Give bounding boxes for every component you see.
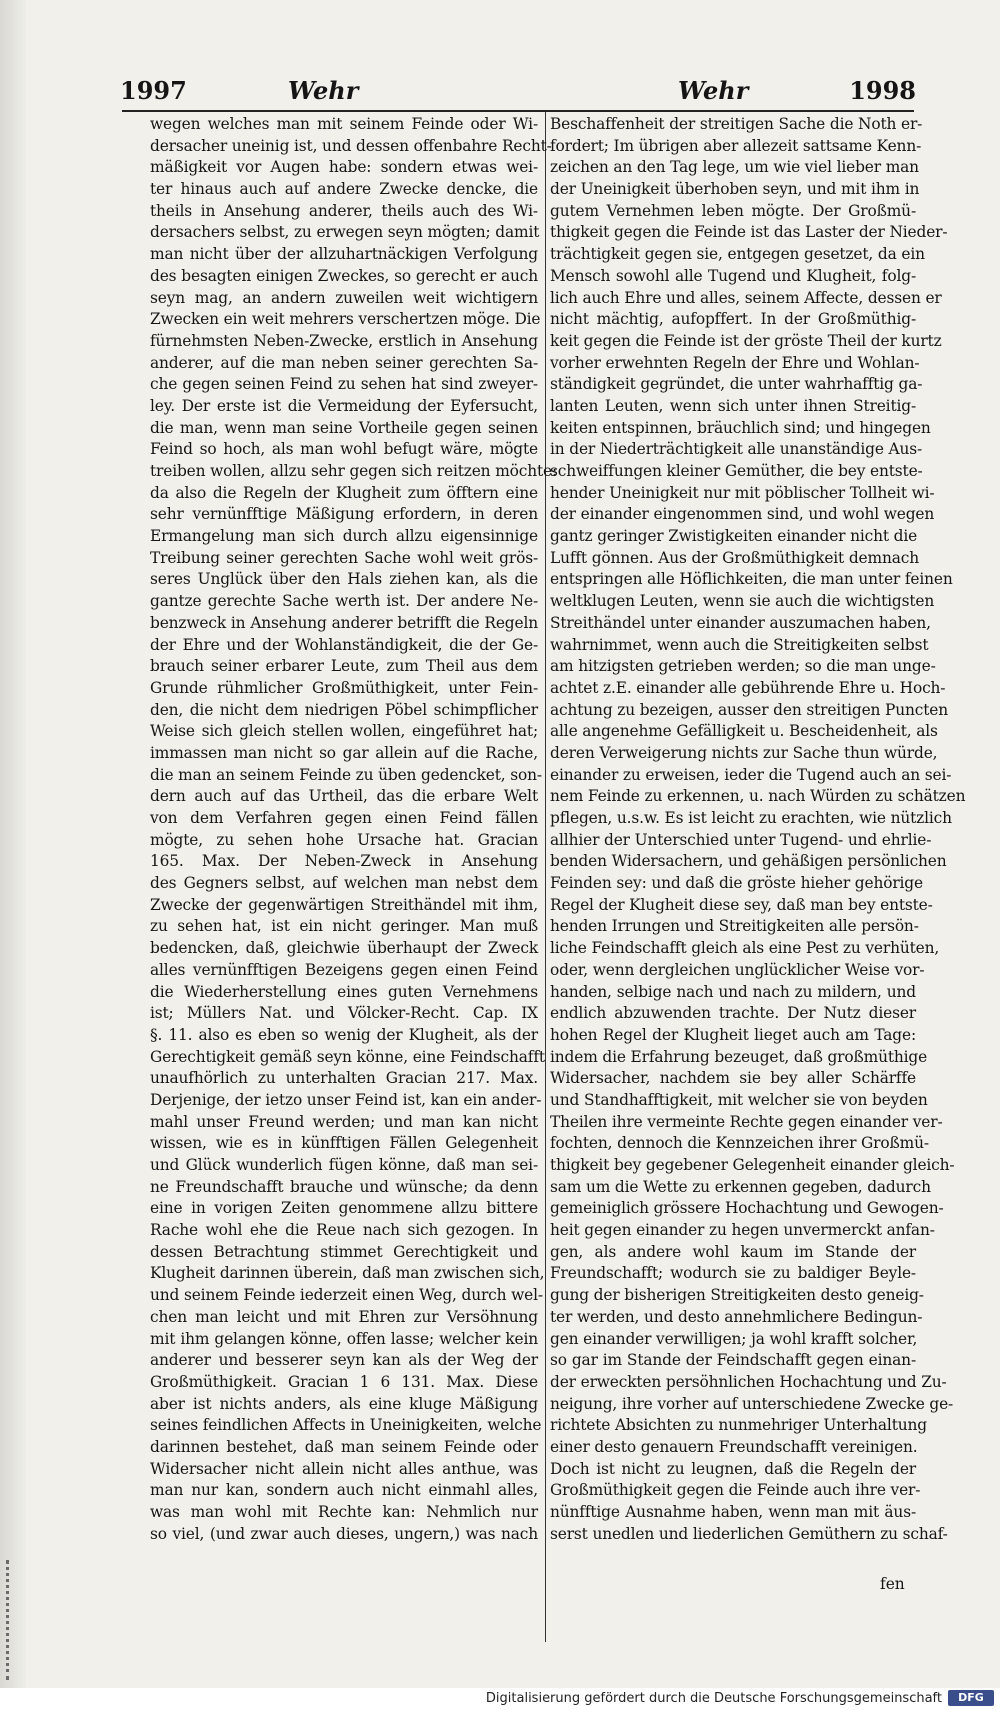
text-line: deren Verweigerung nichts zur Sache thun würde, (550, 743, 938, 762)
text-line: Klugheit darinnen überein, daß man zwischen sich, (150, 1264, 545, 1283)
text-line: was man wohl mit Rechte kan: Nehmlich nur (150, 1503, 538, 1521)
text-line: handen, selbige nach und nach zu mildern, und (550, 982, 916, 1001)
text-line: Rache wohl ehe die Reue nach sich gezogen. In (150, 1221, 538, 1240)
text-line: weltklugen Leuten, wenn sie auch die wichtigsten (550, 592, 935, 611)
text-line: Streithändel unter einander auszumachen haben, (550, 613, 931, 632)
text-line: trächtigkeit gegen sie, entgegen gesetzet, da ein (550, 245, 925, 264)
header-rule (122, 110, 914, 112)
text-line: Theilen ihre vermeinte Rechte gegen einander ver- (550, 1112, 943, 1131)
text-line: sam um die Wette zu erkennen gegeben, dadurch (550, 1177, 931, 1196)
text-line: der einander eingenommen sind, und wohl wegen (550, 505, 935, 524)
text-line: alle angenehme Gefälligkeit u. Bescheidenheit, als (550, 722, 938, 741)
text-line: Großmüthigkeit. Gracian 1 6 131. Max. Diese (150, 1372, 538, 1391)
text-line: fürnehmsten Neben-Zwecke, erstlich in Ansehung (150, 331, 538, 350)
text-line: ständigkeit gegründet, die unter wahrhafftig ga- (550, 375, 923, 394)
text-line: Doch ist nicht zu leugnen, daß die Regeln der (550, 1459, 916, 1478)
text-line: richtete Absichten zu nunmehriger Unterhaltung (550, 1416, 927, 1435)
text-line: die Wiederherstellung eines guten Vernehmens (150, 982, 538, 1001)
text-line: dessen Betrachtung stimmet Gerechtigkeit und (150, 1242, 538, 1261)
text-line: ley. Der erste ist die Vermeidung der Eyfersucht, (150, 396, 538, 415)
text-line: einer desto genauern Freundschafft vereinigen. (550, 1437, 918, 1456)
text-line: seyn mag, an andern zuweilen weit wichtigern (150, 288, 538, 307)
text-line: indem die Erfahrung bezeuget, daß großmüthige (550, 1047, 928, 1066)
text-line: darinnen bestehet, daß man seinem Feinde oder (150, 1437, 538, 1456)
text-line: lich auch Ehre und alles, seinem Affecte, dessen er (550, 288, 942, 307)
text-line: Regel der Klugheit diese sey, daß man bey entste- (550, 895, 933, 914)
text-line: Ermangelung man sich durch allzu eigensinnige (150, 527, 538, 546)
text-line: so viel, (und zwar auch dieses, ungern,) was nach (150, 1524, 538, 1543)
footer-credit: Digitalisierung gefördert durch die Deutsche Forschungsgemeinschaft (485, 1691, 942, 1706)
text-line: oder, wenn dergleichen unglücklicher Weise vor- (550, 960, 925, 979)
text-line: keiten entspinnen, bräuchlich sind; und hingegen (550, 418, 931, 437)
text-line: entspringen alle Höflichkeiten, die man unter feinen (550, 570, 953, 589)
text-line: achtung zu bezeigen, ausser den streitigen Puncten (550, 700, 948, 719)
column-divider (545, 112, 546, 1642)
text-line: Zwecke der gegenwärtigen Streithändel mit ihm, (150, 895, 538, 914)
text-line: mäßigkeit vor Augen habe: sondern etwas wei- (150, 158, 538, 177)
text-line: Widersacher nicht allein nicht alles anthue, was (150, 1459, 538, 1478)
text-line: die man an seinem Feinde zu üben gedencket, son- (150, 765, 542, 784)
text-line: Grunde rühmlicher Großmüthigkeit, unter Fein- (150, 678, 538, 697)
text-line: Widersacher, nachdem sie bey aller Schärffe (550, 1069, 916, 1088)
text-line: zu sehen hat, ist ein nicht geringer. Man muß (150, 917, 538, 936)
text-line: liche Feindschafft gleich als eine Pest zu verhüten, (550, 939, 940, 958)
text-line: gantz geringer Zwistigkeiten einander nicht die (550, 527, 918, 546)
text-line: fochten, dennoch die Kennzeichen ihrer Großmü- (550, 1134, 929, 1153)
text-line: aber ist nichts anders, als eine kluge Mäßigung (150, 1394, 538, 1413)
text-line: keit gegen die Feinde ist der gröste Theil der kurtz (550, 331, 942, 350)
text-line: thigkeit gegen die Feinde ist das Laster der Nieder- (550, 223, 948, 242)
text-line: Beschaffenheit der streitigen Sache die Noth er- (550, 115, 923, 133)
page-header (120, 76, 916, 110)
text-line: Gerechtigkeit gemäß seyn könne, eine Feindschafft (150, 1047, 545, 1066)
text-line: gemeiniglich grössere Hochachtung und Gewogen- (550, 1199, 944, 1218)
text-line: hohen Regel der Klugheit lieget auch am Tage: (550, 1025, 916, 1044)
text-line: gen, als andere wohl kaum im Stande der (550, 1242, 916, 1261)
catchword: fen (880, 1575, 905, 1593)
text-line: da also die Regeln der Klugheit zum öfftern eine (150, 483, 538, 502)
text-line: §. 11. also es eben so wenig der Klugheit, als der (150, 1025, 538, 1044)
text-line: lanten Leuten, wenn sich unter ihnen Streitig- (550, 396, 916, 415)
text-line: immassen man nicht so gar allein auf die Rache, (150, 743, 538, 762)
text-line: ist; Müllers Nat. und Völcker-Recht. Cap. IX (150, 1004, 538, 1023)
text-line: gen einander verwilligen; ja wohl krafft solcher, (550, 1329, 918, 1348)
text-line: dersacher uneinig ist, und dessen offenbahre Recht- (150, 136, 552, 155)
dfg-logo: DFG (948, 1690, 994, 1706)
text-line: pflegen, u.s.w. Es ist leicht zu erachten, wie nützlich (550, 809, 952, 827)
text-line: wissen, wie es in künfftigen Fällen Gelegenheit (150, 1134, 538, 1153)
right-column (550, 114, 966, 1545)
text-line: Großmüthigkeit gegen die Feinde auch ihre ver- (550, 1481, 921, 1500)
text-line: treiben wollen, allzu sehr gegen sich reitzen möchte: (150, 462, 558, 480)
text-line: henden Irrungen und Streitigkeiten alle persön- (550, 917, 919, 936)
text-line: Zwecken ein weit mehrers verschertzen möge. Die (150, 310, 541, 329)
text-line: unaufhörlich zu unterhalten Gracian 217. Max. (150, 1069, 538, 1088)
text-line: so gar im Stande der Feindschafft gegen einan- (550, 1351, 916, 1370)
text-line: endlich abzuwenden trachte. Der Nutz dieser (550, 1004, 916, 1023)
gutter-marks (6, 1560, 23, 1680)
text-line: des Gegners selbst, auf welchen man nebst dem (150, 874, 538, 893)
left-column (150, 114, 558, 1545)
page-number-right: 1998 (849, 76, 916, 105)
text-line: des besagten einigen Zweckes, so gerecht er auch (150, 266, 538, 285)
text-line: dern auch auf das Urtheil, das die erbare Welt (150, 787, 538, 806)
text-line: schweiffungen kleiner Gemüther, die bey entste- (550, 462, 923, 480)
text-line: Weise sich gleich stellen wollen, eingeführet hat; (150, 722, 538, 741)
text-line: seres Unglück über den Hals ziehen kan, als die (150, 570, 538, 589)
text-line: der Ehre und der Wohlanständigkeit, die der Ge- (150, 635, 538, 654)
text-line: und Standhafftigkeit, mit welcher sie von beyden (550, 1090, 928, 1109)
text-line: allhier der Unterschied unter Tugend- und ehrlie- (550, 830, 932, 849)
text-line: in der Niederträchtigkeit alle unanständige Aus- (550, 440, 923, 459)
text-line: che gegen seinen Feind zu sehen hat sind zweyer- (150, 375, 538, 394)
text-line: man nur kan, sondern auch nicht einmahl alles, (150, 1481, 538, 1500)
text-line: anderer, auf die man neben seiner gerechten Sa- (150, 353, 538, 372)
text-line: und seinem Feinde iederzeit einen Weg, durch wel- (150, 1286, 543, 1305)
text-line: Lufft gönnen. Aus der Großmüthigkeit demnach (550, 548, 919, 567)
text-line: der Uneinigkeit überhoben seyn, und mit ihm in (550, 180, 920, 199)
text-line: mit ihm gelangen könne, offen lasse; welcher kein (150, 1329, 538, 1348)
text-line: wegen welches man mit seinem Feinde oder Wi- (150, 115, 538, 133)
page-number-left: 1997 (120, 76, 187, 105)
text-line: gantze gerechte Sache werth ist. Der andere Ne- (150, 592, 538, 611)
text-line: dersachers selbst, zu erwegen seyn mögten; damit (150, 223, 540, 242)
text-line: gung der bisherigen Streitigkeiten desto geneig- (550, 1286, 924, 1305)
text-line: wahrnimmet, wenn auch die Streitigkeiten selbst (550, 635, 929, 654)
text-line: nem Feinde zu erkennen, u. nach Würden zu schätzen (550, 787, 966, 806)
text-line: am hitzigsten getrieben werden; so die man unge- (550, 657, 936, 676)
text-line: nünfftige Ausnahme haben, wenn man mit äus- (550, 1503, 916, 1521)
text-line: heit gegen einander zu hegen unvermerckt anfan- (550, 1221, 935, 1240)
text-line: Freundschafft; wodurch sie zu baldiger Beyle- (550, 1264, 916, 1283)
text-line: den, die nicht dem niedrigen Pöbel schimpflicher (150, 700, 538, 719)
text-line: ne Freundschafft brauche und wünsche; da denn (150, 1177, 538, 1196)
text-line: serst unedlen und liederlichen Gemüthern zu schaf- (550, 1524, 948, 1543)
text-line: Derjenige, der ietzo unser Feind ist, kan ein ander- (150, 1090, 542, 1109)
text-line: vorher erwehnten Regeln der Ehre und Wohlan- (550, 353, 920, 372)
text-line: ter hinaus auch auf andere Zwecke dencke, die (150, 180, 538, 199)
text-line: theils in Ansehung anderer, theils auch des Wi- (150, 201, 538, 220)
text-line: und Glück wunderlich fügen könne, daß man sei- (150, 1156, 538, 1174)
text-line: mahl unser Freund werden; und man kan nicht (150, 1112, 538, 1131)
text-line: zeichen an den Tag lege, um wie viel lieber man (550, 158, 919, 177)
running-head-right: Wehr (678, 76, 749, 105)
text-line: sehr vernünfftige Mäßigung erfordern, in deren (150, 505, 538, 524)
text-line: 165. Max. Der Neben-Zweck in Ansehung (150, 852, 538, 871)
text-line: fordert; Im übrigen aber allezeit sattsame Kenn- (550, 136, 922, 155)
text-line: bedencken, daß, gleichwie überhaupt der Zweck (150, 939, 538, 958)
text-line: einander zu erweisen, ieder die Tugend auch an sei- (550, 765, 952, 784)
text-line: Feind so hoch, als man wohl befugt wäre, mögte (150, 440, 538, 459)
footer-bar (0, 1688, 1000, 1710)
text-line: neigung, ihre vorher auf unterschiedene Zwecke ge- (550, 1394, 954, 1413)
text-line: mögte, zu sehen hohe Ursache hat. Gracian (150, 830, 538, 849)
text-line: benzweck in Ansehung anderer betrifft die Regeln (150, 613, 538, 632)
text-line: eine in vorigen Zeiten genommene allzu bittere (150, 1199, 538, 1218)
text-line: nicht mächtig, aufopffert. In der Großmüthig- (550, 310, 916, 329)
text-line: der erweckten persöhnlichen Hochachtung und Zu- (550, 1372, 947, 1391)
text-line: Feinden sey: und daß die gröste hieher gehörige (550, 874, 923, 893)
text-line: anderer und besserer seyn kan als der Weg der (150, 1351, 538, 1370)
text-line: alles vernünfftigen Bezeigens gegen einen Feind (150, 960, 538, 979)
running-head-left: Wehr (288, 76, 359, 105)
text-line: die man, wenn man seine Vortheile gegen seinen (150, 418, 538, 437)
text-line: Mensch sowohl alle Tugend und Klugheit, folg- (550, 266, 916, 285)
text-line: hender Uneinigkeit nur mit pöblischer Tollheit wi- (550, 483, 935, 502)
text-line: Treibung seiner gerechten Sache wohl weit grös- (150, 548, 538, 567)
text-line: thigkeit bey gegebener Gelegenheit einander gleich- (550, 1156, 955, 1174)
text-line: seines feindlichen Affects in Uneinigkeiten, welche (150, 1416, 542, 1435)
scan-edge (0, 0, 26, 1690)
text-line: benden Widersachern, und gehäßigen persönlichen (550, 852, 947, 871)
text-line: chen man leicht und mit Ehren zur Versöhnung (150, 1307, 538, 1326)
text-line: man nicht über der allzuhartnäckigen Verfolgung (150, 245, 538, 264)
text-line: brauch seiner erbarer Leute, zum Theil aus dem (150, 657, 538, 676)
text-line: ter werden, und desto annehmlichere Bedingun- (550, 1307, 923, 1326)
text-line: achtet z.E. einander alle gebührende Ehre u. Hoch- (550, 678, 946, 697)
text-line: von dem Verfahren gegen einen Feind fällen (150, 809, 538, 827)
text-line: gutem Vernehmen leben mögte. Der Großmü- (550, 201, 916, 220)
